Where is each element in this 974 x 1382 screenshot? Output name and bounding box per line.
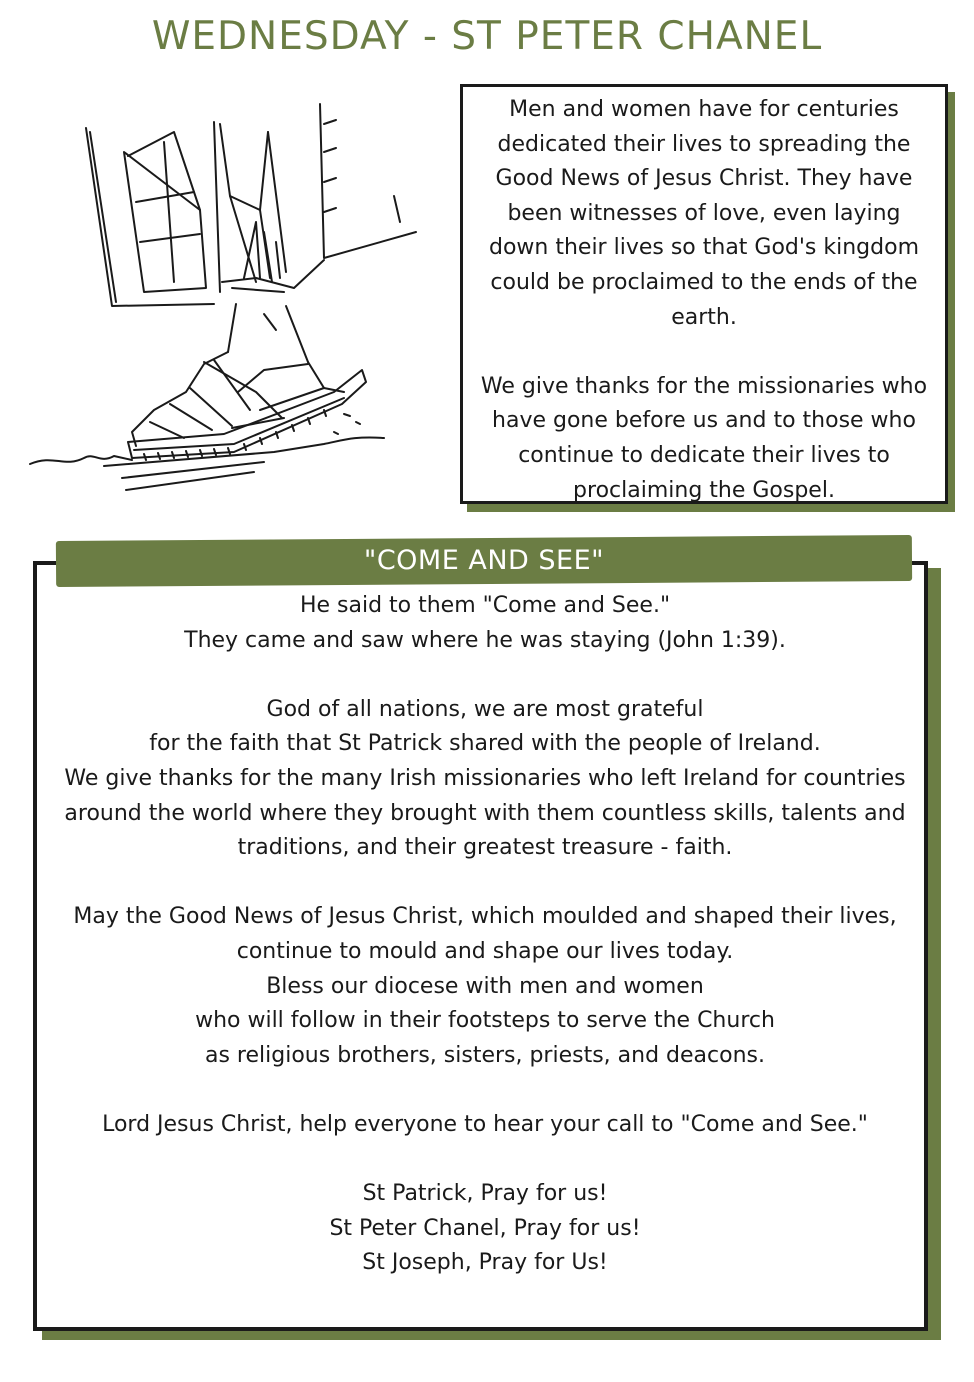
prayer-line: St Joseph, Pray for Us! (362, 1250, 608, 1276)
prayer-line: We give thanks for the many Irish missionaries who left Ireland for countries (64, 765, 906, 791)
prayer-line: May the Good News of Jesus Christ, which moulded and shaped their lives, (73, 904, 897, 930)
section-banner-label: "COME AND SEE" (363, 545, 605, 576)
prayer-line: who will follow in their footsteps to serve the Church (195, 1008, 775, 1034)
prayer-text (40, 589, 930, 1281)
prayer-line: around the world where they brought with them countless skills, talents and (64, 800, 906, 826)
prayer-line: St Peter Chanel, Pray for us! (329, 1215, 641, 1241)
prayer-spacer (40, 866, 930, 901)
prayer-line: continue to mould and shape our lives today. (236, 938, 734, 964)
prayer-line: as religious brothers, sisters, priests, and deacons. (205, 1042, 765, 1068)
prayer-line: for the faith that St Patrick shared with the people of Ireland. (149, 731, 821, 757)
prayer-line: Bless our diocese with men and women (266, 973, 704, 999)
prayer-spacer (40, 1073, 930, 1108)
prayer-spacer (40, 1143, 930, 1178)
page-title: WEDNESDAY - ST PETER CHANEL (151, 14, 823, 59)
prayer-line: God of all nations, we are most grateful (266, 696, 704, 722)
intro-paragraph: Men and women have for centuries dedicated their lives to spreading the Good News of Jesus Christ. They have been witnesses of love, even laying down their lives so that God's kingdom could be proclaimed to the ends of the earth. (488, 97, 920, 330)
intro-paragraph: We give thanks for the missionaries who have gone before us and to those who continue to dedicate their lives to proclaiming the Gospel. (480, 373, 928, 503)
prayer-spacer (40, 658, 930, 693)
prayer-line: Lord Jesus Christ, help everyone to hear your call to "Come and See." (102, 1111, 868, 1137)
prayer-line: St Patrick, Pray for us! (362, 1181, 608, 1207)
sandal-foot-sketch-icon (24, 92, 444, 502)
prayer-line: traditions, and their greatest treasure - faith. (237, 835, 733, 861)
prayer-line: They came and saw where he was staying (John 1:39). (184, 627, 786, 653)
intro-box (460, 84, 948, 504)
prayer-line: He said to them "Come and See." (299, 593, 671, 618)
